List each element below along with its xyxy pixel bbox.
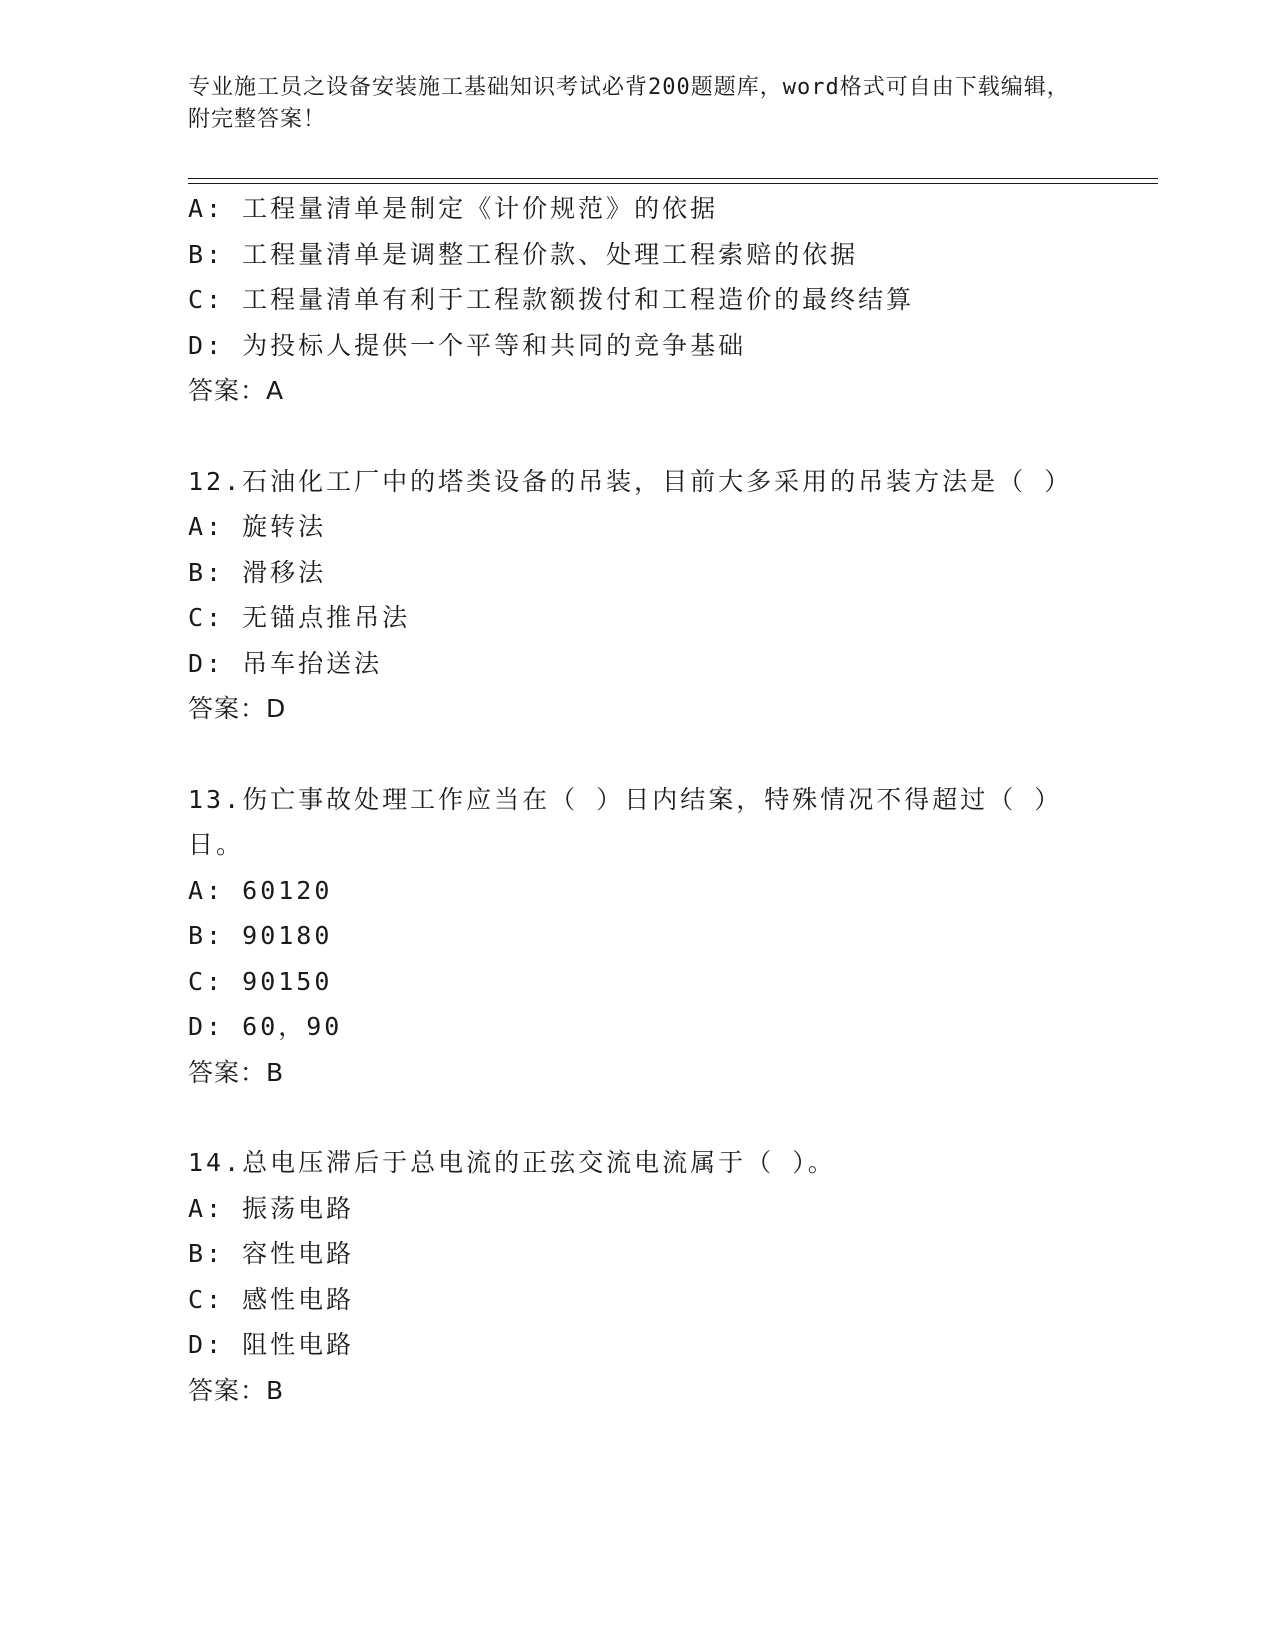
answer-line: 答案：B bbox=[188, 1057, 285, 1087]
option-c: C: 无锚点推吊法 bbox=[188, 603, 411, 632]
question-14 bbox=[188, 1140, 1148, 1413]
option-b: B: 90180 bbox=[188, 921, 333, 950]
question-list bbox=[188, 186, 1148, 1413]
answer-line: 答案：B bbox=[188, 1375, 285, 1405]
option-a: A: 60120 bbox=[188, 875, 333, 905]
option-d: D: 阻性电路 bbox=[188, 1330, 355, 1359]
question-text: 13.伤亡事故处理工作应当在（ ）日内结案，特殊情况不得超过（ ）日。 bbox=[188, 784, 1063, 859]
question-text: 12.石油化工厂中的塔类设备的吊装，目前大多采用的吊装方法是（ ） bbox=[188, 466, 1073, 496]
question-13 bbox=[188, 777, 1148, 1096]
option-a: A: 振荡电路 bbox=[188, 1193, 355, 1223]
option-d: D: 60，90 bbox=[188, 1012, 343, 1041]
option-d: D: 为投标人提供一个平等和共同的竞争基础 bbox=[188, 330, 747, 360]
option-a: A: 旋转法 bbox=[188, 512, 327, 541]
option-c: C: 90150 bbox=[188, 966, 333, 996]
option-c: C: 工程量清单有利于工程款额拨付和工程造价的最终结算 bbox=[188, 285, 915, 314]
header-divider-top bbox=[188, 178, 1158, 179]
question-11-tail bbox=[188, 186, 1148, 414]
option-a: A: 工程量清单是制定《计价规范》的依据 bbox=[188, 194, 719, 223]
document-title: 专业施工员之设备安装施工基础知识考试必背200题题库，word格式可自由下载编辑，附完整答案！ bbox=[188, 75, 1070, 132]
option-b: B: 工程量清单是调整工程价款、处理工程索赔的依据 bbox=[188, 239, 859, 269]
answer-line: 答案：A bbox=[188, 376, 285, 405]
option-b: B: 滑移法 bbox=[188, 557, 327, 587]
header-divider-bottom bbox=[188, 183, 1158, 184]
option-d: D: 吊车抬送法 bbox=[188, 648, 383, 678]
option-b: B: 容性电路 bbox=[188, 1239, 355, 1268]
question-12 bbox=[188, 459, 1148, 732]
document-header bbox=[188, 72, 1088, 136]
option-c: C: 感性电路 bbox=[188, 1284, 355, 1314]
answer-line: 答案：D bbox=[188, 694, 287, 723]
question-text: 14.总电压滞后于总电流的正弦交流电流属于（ ）。 bbox=[188, 1148, 836, 1177]
